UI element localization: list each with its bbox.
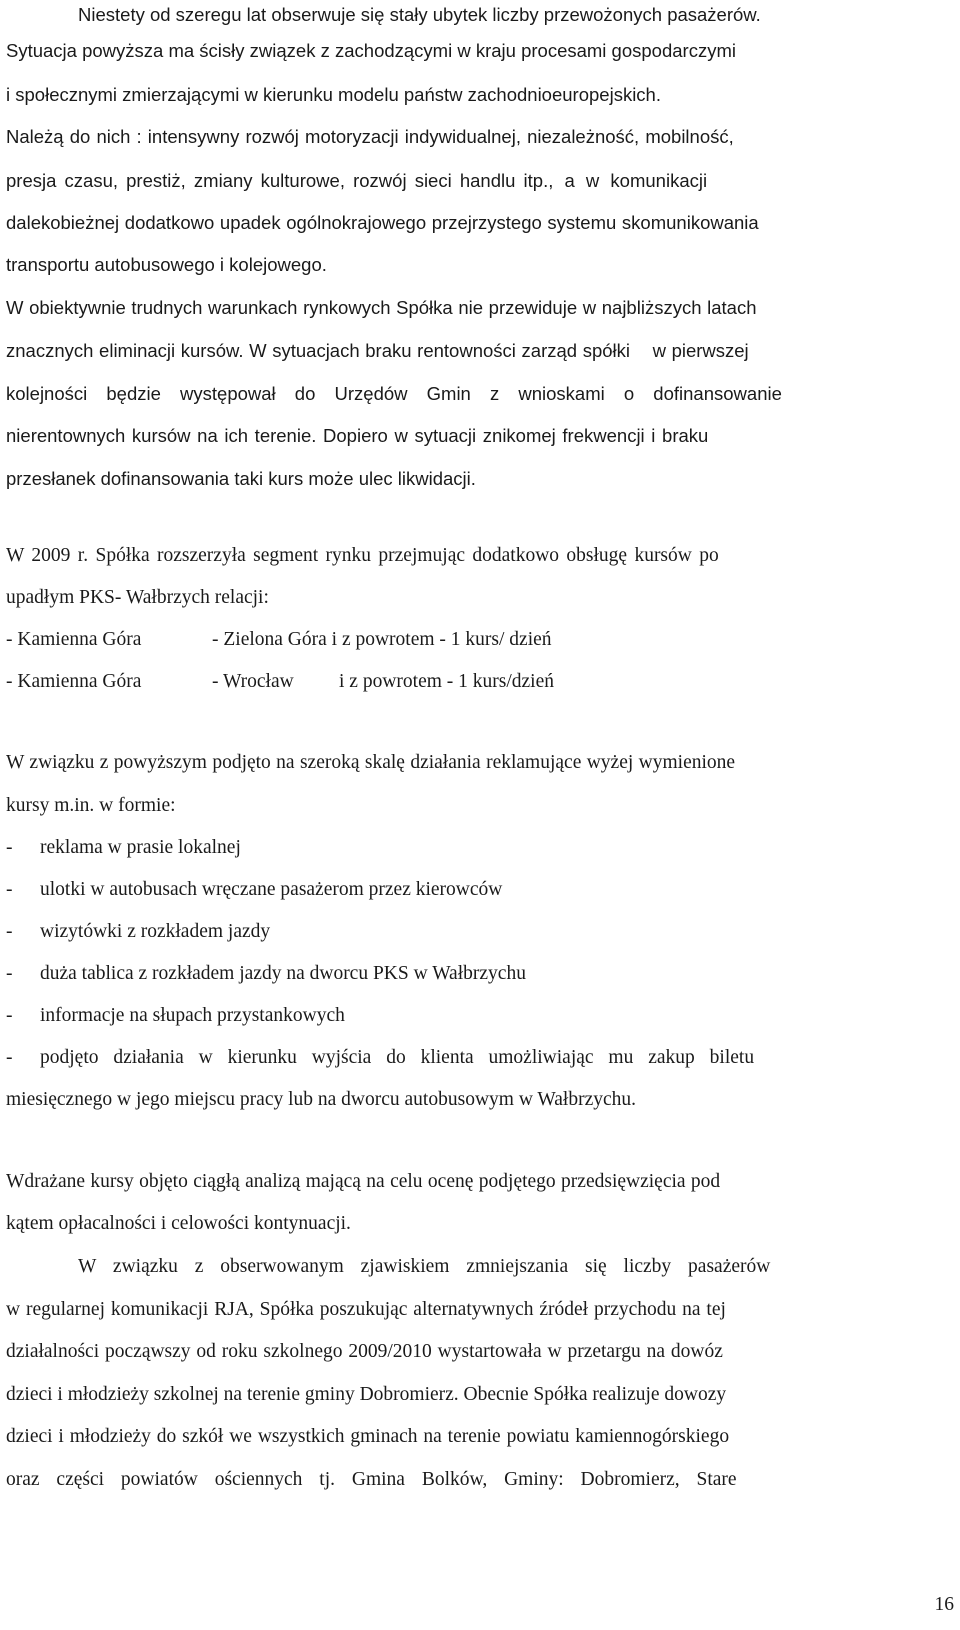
text-line: W 2009 r. Spółka rozszerzyła segment rynku przejmując dodatkowo obsługę kursów po <box>6 545 719 566</box>
text-line: upadłym PKS- Wałbrzych relacji: <box>6 587 269 608</box>
list-dash: - <box>6 879 13 900</box>
list-dash: - <box>6 921 13 942</box>
list-dash: - <box>6 837 13 858</box>
text-line: transportu autobusowego i kolejowego. <box>6 254 327 275</box>
text-line: W związku z obserwowanym zjawiskiem zmniejszania się liczby pasażerów <box>78 1256 771 1277</box>
text-line: miesięcznego w jego miejscu pracy lub na dworcu autobusowym w Wałbrzychu. <box>6 1089 637 1110</box>
text-line: Niestety od szeregu lat obserwuje się stały ubytek liczby przewożonych pasażerów. <box>78 4 761 25</box>
text-line: dzieci i młodzieży do szkół we wszystkich gminach na terenie powiatu kamiennogórskiego <box>6 1426 730 1447</box>
list-item-text: reklama w prasie lokalnej <box>40 837 241 858</box>
text-line: kursy m.in. w formie: <box>6 795 176 816</box>
list-dash: - <box>6 1047 13 1068</box>
text-line: Należą do nich : intensywny rozwój motoryzacji indywidualnej, niezależność, mobilność, <box>6 126 734 147</box>
text-line <box>6 170 707 192</box>
page-number: 16 <box>934 1594 954 1615</box>
list-item <box>6 963 526 985</box>
text-line <box>6 40 920 62</box>
route-row <box>6 671 554 693</box>
route-to: - Zielona Góra i z powrotem - 1 kurs/ dzień <box>212 629 552 650</box>
text-line: kolejności będzie występował do Urzędów Gmin z wnioskami o dofinansowanie <box>6 383 782 404</box>
route-from: - Kamienna Góra <box>6 671 142 692</box>
list-item <box>6 1047 754 1069</box>
list-item-text: informacje na słupach przystankowych <box>40 1005 345 1026</box>
list-item <box>6 1005 345 1027</box>
list-item-text: wizytówki z rozkładem jazdy <box>40 921 271 942</box>
list-item-text: duża tablica z rozkładem jazdy na dworcu PKS w Wałbrzychu <box>40 963 526 984</box>
text-line: dalekobieżnej dodatkowo upadek ogólnokrajowego przejrzystego systemu skomunikowania <box>6 212 759 233</box>
text-line: nierentownych kursów na ich terenie. Dopiero w sytuacji znikomej frekwencji i braku <box>6 425 709 446</box>
list-item-text: ulotki w autobusach wręczane pasażerom przez kierowców <box>40 879 503 900</box>
text-line: w regularnej komunikacji RJA, Spółka poszukując alternatywnych źródeł przychodu na tej <box>6 1299 726 1320</box>
text-line: oraz części powiatów ościennych tj. Gmina Bolków, Gminy: Dobromierz, Stare <box>6 1469 737 1490</box>
route-from: - Kamienna Góra <box>6 629 142 650</box>
text-line: W związku z powyższym podjęto na szeroką skalę działania reklamujące wyżej wymienione <box>6 752 736 773</box>
list-item <box>6 921 270 943</box>
list-item <box>6 879 502 901</box>
list-dash: - <box>6 1005 13 1026</box>
route-extra: i z powrotem - 1 kurs/dzień <box>339 671 554 692</box>
text-line: znacznych eliminacji kursów. W sytuacjach braku rentowności zarząd spółki w pierwszej <box>6 340 749 361</box>
list-item-text: podjęto działania w kierunku wyjścia do klienta umożliwiając mu zakup biletu <box>40 1047 755 1068</box>
text-line: i społecznymi zmierzającymi w kierunku modelu państw zachodnioeuropejskich. <box>6 84 661 105</box>
text-line: kątem opłacalności i celowości kontynuacji. <box>6 1213 351 1234</box>
text-segment: presja czasu, prestiż, zmiany kulturowe, rozwój sieci handlu itp. <box>6 170 549 191</box>
list-item <box>6 837 241 859</box>
text-line-content: Sytuacja powyższa ma ścisły związek z zachodzącymi w kraju procesami gospodarczymi <box>6 40 736 61</box>
text-line: W obiektywnie trudnych warunkach rynkowych Spółka nie przewiduje w najbliższych latach <box>6 297 757 318</box>
route-row <box>6 629 552 651</box>
text-line: przesłanek dofinansowania taki kurs może ulec likwidacji. <box>6 468 476 489</box>
list-dash: - <box>6 963 13 984</box>
route-to: - Wrocław <box>212 671 294 692</box>
text-line: działalności począwszy od roku szkolnego 2009/2010 wystartowała w przetargu na dowóz <box>6 1341 723 1362</box>
text-segment: , a w komunikacji <box>548 170 708 191</box>
text-line: Wdrażane kursy objęto ciągłą analizą mającą na celu ocenę podjętego przedsięwzięcia pod <box>6 1171 721 1192</box>
text-line: dzieci i młodzieży szkolnej na terenie gminy Dobromierz. Obecnie Spółka realizuje dowozy <box>6 1384 727 1405</box>
